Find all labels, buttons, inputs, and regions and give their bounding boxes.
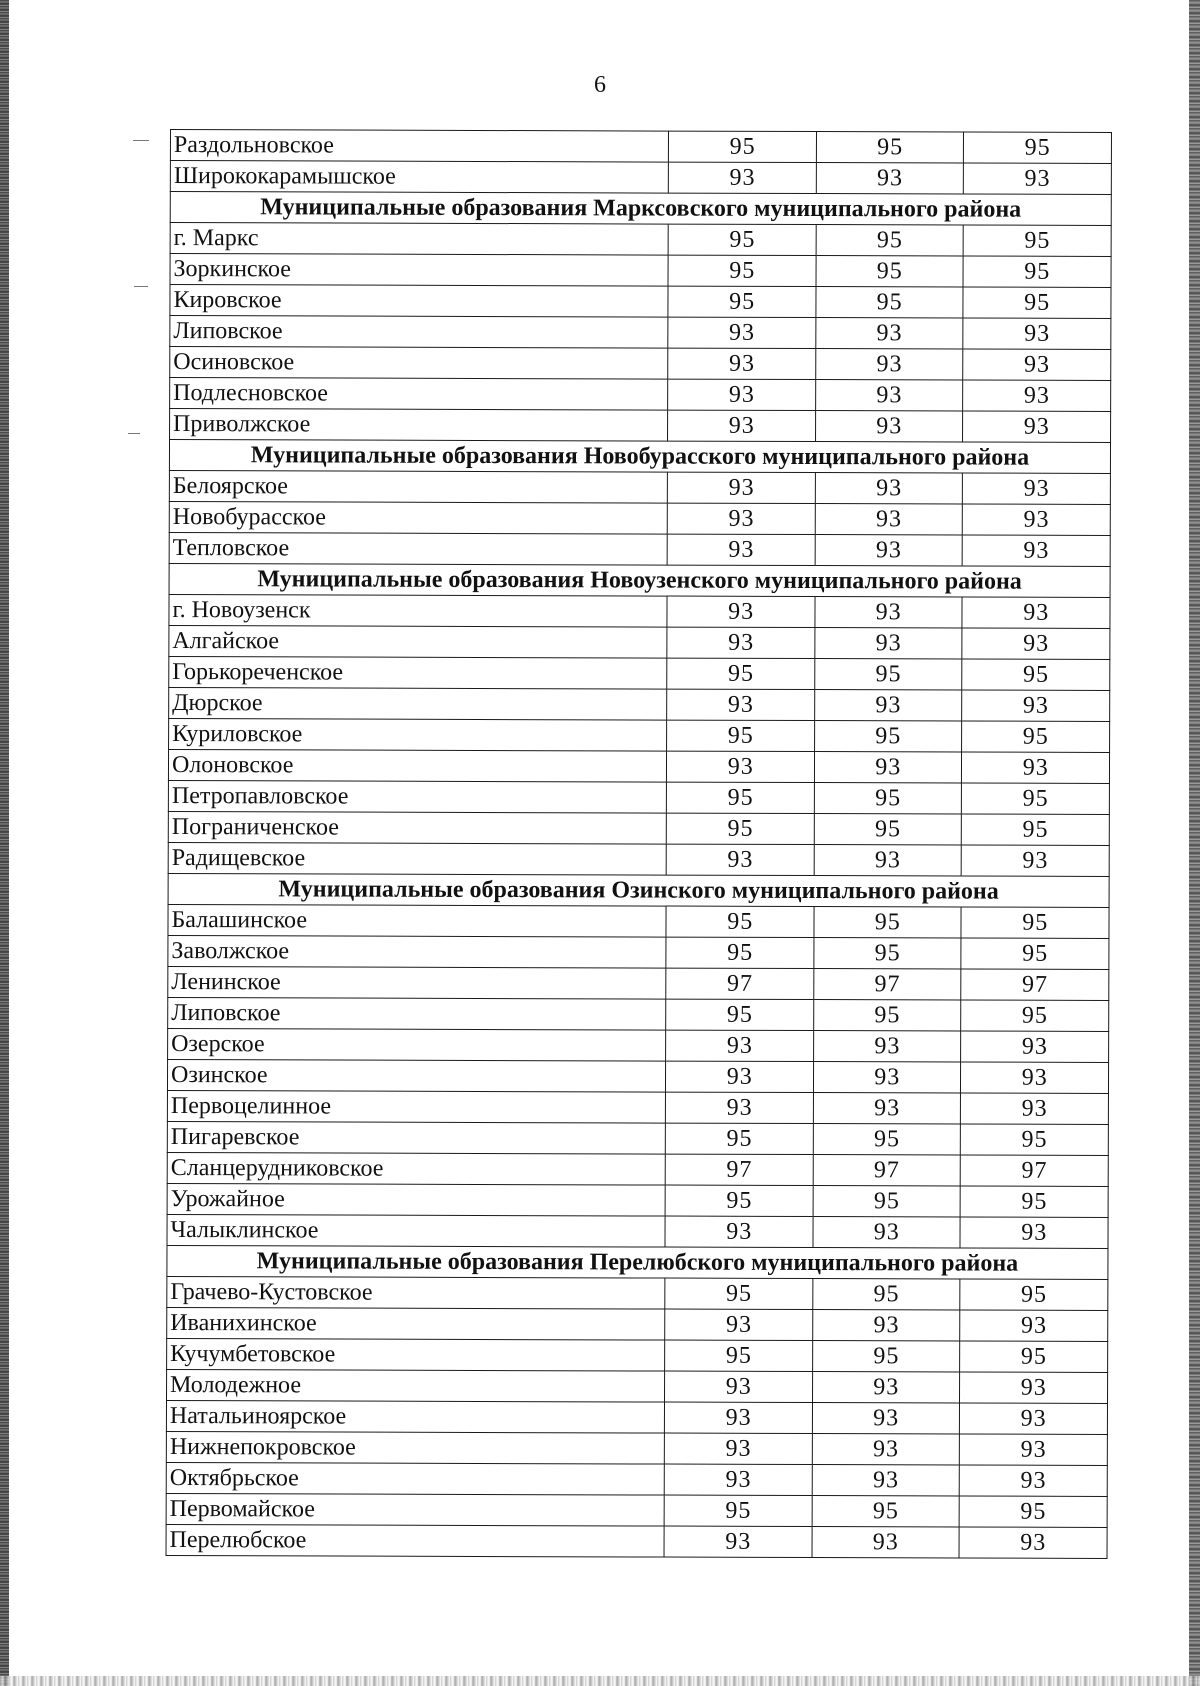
value-cell: 93 (815, 535, 963, 566)
value-cell: 93 (666, 1061, 814, 1092)
value-cell: 93 (959, 1527, 1107, 1558)
value-cell: 93 (812, 1434, 960, 1465)
municipality-name: Олоновское (168, 749, 667, 782)
value-cell: 95 (963, 287, 1111, 318)
municipality-name: г. Маркс (170, 223, 669, 256)
value-cell: 93 (665, 1216, 813, 1247)
municipality-name: Ширококарамышское (170, 161, 669, 194)
value-cell: 93 (815, 411, 963, 442)
value-cell: 95 (960, 1279, 1108, 1310)
value-cell: 93 (813, 1062, 961, 1093)
municipality-name: Радищевское (168, 842, 667, 875)
value-cell: 95 (666, 999, 814, 1030)
table-row (167, 1090, 1108, 1124)
value-cell: 93 (960, 1217, 1108, 1248)
section-header-row (168, 873, 1109, 907)
value-cell: 95 (961, 1186, 1109, 1217)
table-row (169, 532, 1110, 566)
municipality-name: Кировское (170, 285, 669, 318)
table-row (168, 811, 1109, 845)
value-cell: 93 (813, 1217, 961, 1248)
table-row (170, 409, 1111, 443)
municipality-name: Куриловское (169, 718, 668, 751)
municipality-name: Раздольновское (170, 130, 669, 163)
municipality-name: Грачево-Кустовское (167, 1276, 666, 1309)
value-cell: 93 (960, 1403, 1108, 1434)
table-row (168, 842, 1109, 876)
table-row (169, 470, 1110, 504)
table-row (170, 254, 1111, 288)
value-cell: 93 (960, 1465, 1108, 1496)
value-cell: 93 (963, 473, 1111, 504)
value-cell: 95 (962, 721, 1110, 752)
municipality-name: Балашинское (168, 904, 667, 937)
value-cell: 93 (813, 1093, 961, 1124)
municipality-name: Иванихинское (167, 1307, 666, 1340)
table-row (167, 1276, 1108, 1310)
value-cell: 95 (961, 1124, 1109, 1155)
table-row (168, 966, 1109, 1000)
municipality-name: Липовское (168, 997, 667, 1030)
value-cell: 93 (667, 751, 815, 782)
value-cell: 95 (667, 720, 815, 751)
value-cell: 93 (962, 845, 1110, 876)
value-cell: 93 (962, 628, 1110, 659)
table-row (167, 1307, 1108, 1341)
value-cell: 95 (665, 1278, 813, 1309)
value-cell: 95 (963, 256, 1111, 287)
municipality-name: Пограниченское (168, 811, 667, 844)
value-cell: 93 (668, 534, 816, 565)
municipality-name: Зоркинское (170, 254, 669, 287)
municipality-name: Новобурасское (169, 501, 668, 534)
municipality-name: Первоцелинное (167, 1090, 666, 1123)
value-cell: 95 (814, 1000, 962, 1031)
table-body (166, 130, 1111, 1559)
value-cell: 93 (963, 349, 1111, 380)
table-row (169, 594, 1110, 628)
table-row (167, 1059, 1108, 1093)
table-row (169, 656, 1110, 690)
value-cell: 93 (962, 597, 1110, 628)
table-row (170, 316, 1111, 350)
value-cell: 93 (814, 845, 962, 876)
table-row (168, 749, 1109, 783)
value-cell: 93 (963, 411, 1111, 442)
table-row (170, 378, 1111, 412)
value-cell: 95 (665, 1340, 813, 1371)
section-title: Муниципальные образования Перелюбского муниципального района (167, 1245, 1108, 1279)
table-row (167, 1183, 1108, 1217)
scan-edge-bottom (0, 1676, 1200, 1686)
table-row (168, 997, 1109, 1031)
value-cell: 93 (815, 597, 963, 628)
municipality-name: Заволжское (168, 935, 667, 968)
value-cell: 93 (669, 162, 817, 193)
value-cell: 95 (816, 256, 964, 287)
table-row (168, 935, 1109, 969)
section-header-row (169, 440, 1110, 474)
scan-edge-left (0, 0, 9, 1686)
value-cell: 95 (667, 658, 815, 689)
section-title: Муниципальные образования Озинского муниципального района (168, 873, 1109, 907)
section-title: Муниципальные образования Марксовского муниципального района (170, 192, 1111, 226)
value-cell: 93 (816, 380, 964, 411)
municipality-name: Подлесновское (170, 378, 669, 411)
municipality-name: Дюрское (169, 687, 668, 720)
table-row (168, 904, 1109, 938)
municipal-table (166, 129, 1112, 1559)
value-cell: 95 (815, 721, 963, 752)
value-cell: 93 (668, 348, 816, 379)
value-cell: 93 (665, 1433, 813, 1464)
table-row (169, 718, 1110, 752)
value-cell: 93 (815, 504, 963, 535)
value-cell: 93 (668, 317, 816, 348)
value-cell: 93 (667, 627, 815, 658)
value-cell: 95 (814, 783, 962, 814)
value-cell: 93 (960, 1310, 1108, 1341)
value-cell: 93 (812, 1403, 960, 1434)
value-cell: 97 (666, 968, 814, 999)
value-cell: 95 (814, 938, 962, 969)
value-cell: 93 (815, 473, 963, 504)
value-cell: 93 (961, 1031, 1109, 1062)
scan-speck (133, 140, 149, 141)
table-row (166, 1524, 1107, 1558)
value-cell: 95 (813, 1279, 961, 1310)
table-row (167, 1338, 1108, 1372)
value-cell: 95 (666, 1185, 814, 1216)
value-cell: 95 (816, 287, 964, 318)
municipality-name: Сланцерудниковское (167, 1152, 666, 1185)
table-row (167, 1214, 1108, 1248)
value-cell: 93 (812, 1465, 960, 1496)
value-cell: 93 (964, 163, 1112, 194)
value-cell: 93 (812, 1527, 960, 1558)
value-cell: 95 (816, 225, 964, 256)
municipality-name: Молодежное (167, 1369, 666, 1402)
municipality-name: Алгайское (169, 625, 668, 658)
table-row (170, 130, 1111, 164)
value-cell: 95 (960, 1341, 1108, 1372)
value-cell: 93 (815, 690, 963, 721)
value-cell: 95 (962, 783, 1110, 814)
table-row (166, 1400, 1107, 1434)
value-cell: 95 (813, 1341, 961, 1372)
table-row (170, 223, 1111, 257)
municipality-name: Горькореченское (169, 656, 668, 689)
value-cell: 93 (963, 504, 1111, 535)
value-cell: 95 (961, 938, 1109, 969)
value-cell: 93 (668, 410, 816, 441)
value-cell: 95 (964, 132, 1112, 163)
value-cell: 95 (669, 224, 817, 255)
value-cell: 95 (666, 906, 814, 937)
municipality-name: Нижнепокровское (166, 1431, 665, 1464)
value-cell: 93 (668, 379, 816, 410)
value-cell: 93 (962, 752, 1110, 783)
value-cell: 93 (665, 1464, 813, 1495)
value-cell: 95 (814, 907, 962, 938)
table-row (170, 347, 1111, 381)
municipality-name: Чалыклинское (167, 1214, 666, 1247)
value-cell: 93 (812, 1372, 960, 1403)
value-cell: 93 (963, 535, 1111, 566)
municipality-name: Кучумбетовское (167, 1338, 666, 1371)
value-cell: 93 (813, 1310, 961, 1341)
value-cell: 93 (667, 689, 815, 720)
value-cell: 97 (814, 969, 962, 1000)
value-cell: 93 (816, 163, 964, 194)
value-cell: 95 (667, 782, 815, 813)
table-row (167, 1369, 1108, 1403)
section-title: Муниципальные образования Новоузенского муниципального района (169, 563, 1110, 597)
municipality-name: Пигаревское (167, 1121, 666, 1154)
value-cell: 95 (665, 1495, 813, 1526)
table-row (167, 1121, 1108, 1155)
value-cell: 93 (666, 1092, 814, 1123)
value-cell: 95 (815, 659, 963, 690)
value-cell: 97 (666, 1154, 814, 1185)
value-cell: 97 (813, 1155, 961, 1186)
table-row (166, 1493, 1107, 1527)
table-row (170, 161, 1111, 195)
value-cell: 93 (814, 752, 962, 783)
value-cell: 95 (962, 814, 1110, 845)
table-row (169, 501, 1110, 535)
value-cell: 93 (668, 472, 816, 503)
value-cell: 93 (816, 349, 964, 380)
value-cell: 93 (962, 690, 1110, 721)
value-cell: 93 (961, 1062, 1109, 1093)
table-row (169, 625, 1110, 659)
value-cell: 93 (667, 844, 815, 875)
value-cell: 95 (961, 1000, 1109, 1031)
municipality-name: Приволжское (170, 409, 669, 442)
municipality-name: Озерское (168, 1028, 667, 1061)
value-cell: 95 (962, 659, 1110, 690)
value-cell: 93 (814, 1031, 962, 1062)
value-cell: 93 (665, 1309, 813, 1340)
value-cell: 93 (665, 1402, 813, 1433)
value-cell: 95 (668, 255, 816, 286)
municipality-name: Ленинское (168, 966, 667, 999)
page-number: 6 (594, 72, 606, 98)
value-cell: 95 (669, 131, 817, 162)
table-row (167, 1152, 1108, 1186)
value-cell: 97 (961, 1155, 1109, 1186)
value-cell: 93 (667, 596, 815, 627)
table-row (166, 1431, 1107, 1465)
value-cell: 93 (816, 318, 964, 349)
section-header-row (167, 1245, 1108, 1279)
value-cell: 95 (812, 1496, 960, 1527)
table-row (168, 1028, 1109, 1062)
scan-edge-right (1189, 0, 1200, 1686)
value-cell: 95 (960, 1496, 1108, 1527)
value-cell: 93 (815, 628, 963, 659)
value-cell: 97 (961, 969, 1109, 1000)
value-cell: 95 (961, 907, 1109, 938)
municipality-name: Тепловское (169, 532, 668, 565)
value-cell: 93 (668, 503, 816, 534)
value-cell: 93 (963, 380, 1111, 411)
municipality-name: Озинское (167, 1059, 666, 1092)
municipality-name: Липовское (170, 316, 669, 349)
value-cell: 93 (665, 1371, 813, 1402)
value-cell: 95 (666, 1123, 814, 1154)
section-title: Муниципальные образования Новобурасского муниципального района (169, 440, 1110, 474)
value-cell: 93 (961, 1093, 1109, 1124)
municipality-name: Урожайное (167, 1183, 666, 1216)
municipality-name: Первомайское (166, 1493, 665, 1526)
municipality-name: Перелюбское (166, 1524, 665, 1557)
municipality-name: Осиновское (170, 347, 669, 380)
scan-speck (134, 286, 148, 287)
municipality-name: Петропавловское (168, 780, 667, 813)
municipality-name: г. Новоузенск (169, 594, 668, 627)
municipality-name: Натальиноярское (166, 1400, 665, 1433)
value-cell: 95 (813, 1186, 961, 1217)
table-row (166, 1462, 1107, 1496)
value-cell: 93 (664, 1526, 812, 1557)
scan-speck (128, 433, 140, 434)
section-header-row (169, 563, 1110, 597)
municipality-name: Октябрьское (166, 1462, 665, 1495)
table-row (169, 687, 1110, 721)
section-header-row (170, 192, 1111, 226)
value-cell: 93 (960, 1434, 1108, 1465)
value-cell: 95 (964, 225, 1112, 256)
table-row (170, 285, 1111, 319)
value-cell: 93 (963, 318, 1111, 349)
value-cell: 95 (813, 1124, 961, 1155)
value-cell: 95 (667, 813, 815, 844)
value-cell: 95 (816, 132, 964, 163)
municipality-name: Белоярское (169, 470, 668, 503)
value-cell: 95 (668, 286, 816, 317)
value-cell: 95 (666, 937, 814, 968)
table-row (168, 780, 1109, 814)
value-cell: 93 (666, 1030, 814, 1061)
value-cell: 95 (814, 814, 962, 845)
value-cell: 93 (960, 1372, 1108, 1403)
